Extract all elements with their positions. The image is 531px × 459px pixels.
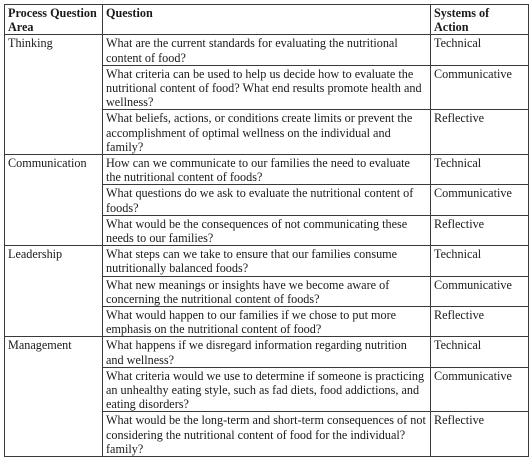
area-cell-leadership: Leadership <box>5 246 103 337</box>
question-cell: What would happen to our families if we chose to put more emphasis on the nutritional content of food? <box>103 307 431 337</box>
area-cell-thinking: Thinking <box>5 35 103 155</box>
question-cell: What would be the long-term and short-term consequences of not considering the nutritional content of food for the individual? family? <box>103 412 431 457</box>
area-cell-communication: Communication <box>5 155 103 246</box>
table-row <box>5 246 529 276</box>
system-cell: Communicative <box>431 185 529 215</box>
question-cell: What criteria would we use to determine if someone is practicing an unhealthy eating style, such as fad diets, food addictions, and eating disorders? <box>103 367 431 412</box>
question-cell: What happens if we disregard information regarding nutrition and wellness? <box>103 337 431 367</box>
system-cell: Technical <box>431 337 529 367</box>
table-row <box>5 35 529 65</box>
system-cell: Communicative <box>431 276 529 306</box>
system-cell: Reflective <box>431 215 529 245</box>
question-cell: What beliefs, actions, or conditions create limits or prevent the accomplishment of optimal wellness on the individual and family? <box>103 110 431 155</box>
table-row <box>5 337 529 367</box>
question-cell: What are the current standards for evaluating the nutritional content of food? <box>103 35 431 65</box>
question-cell: How can we communicate to our families the need to evaluate the nutritional content of foods? <box>103 155 431 185</box>
system-cell: Reflective <box>431 307 529 337</box>
header-row <box>5 5 529 35</box>
question-cell: What steps can we take to ensure that our families consume nutritionally balanced foods? <box>103 246 431 276</box>
question-cell: What criteria can be used to help us decide how to evaluate the nutritional content of food? What end results promote health and wellness? <box>103 65 431 110</box>
system-cell: Communicative <box>431 65 529 110</box>
system-cell: Technical <box>431 35 529 65</box>
question-cell: What questions do we ask to evaluate the nutritional content of foods? <box>103 185 431 215</box>
system-cell: Technical <box>431 246 529 276</box>
system-cell: Communicative <box>431 367 529 412</box>
header-area: Process Question Area <box>5 5 103 35</box>
table-row <box>5 155 529 185</box>
system-cell: Reflective <box>431 110 529 155</box>
process-questions-table <box>4 4 529 457</box>
question-cell: What new meanings or insights have we become aware of concerning the nutritional content of foods? <box>103 276 431 306</box>
system-cell: Reflective <box>431 412 529 457</box>
area-cell-management: Management <box>5 337 103 457</box>
system-cell: Technical <box>431 155 529 185</box>
header-question: Question <box>103 5 431 35</box>
header-systems: Systems of Action <box>431 5 529 35</box>
question-cell: What would be the consequences of not communicating these needs to our families? <box>103 215 431 245</box>
